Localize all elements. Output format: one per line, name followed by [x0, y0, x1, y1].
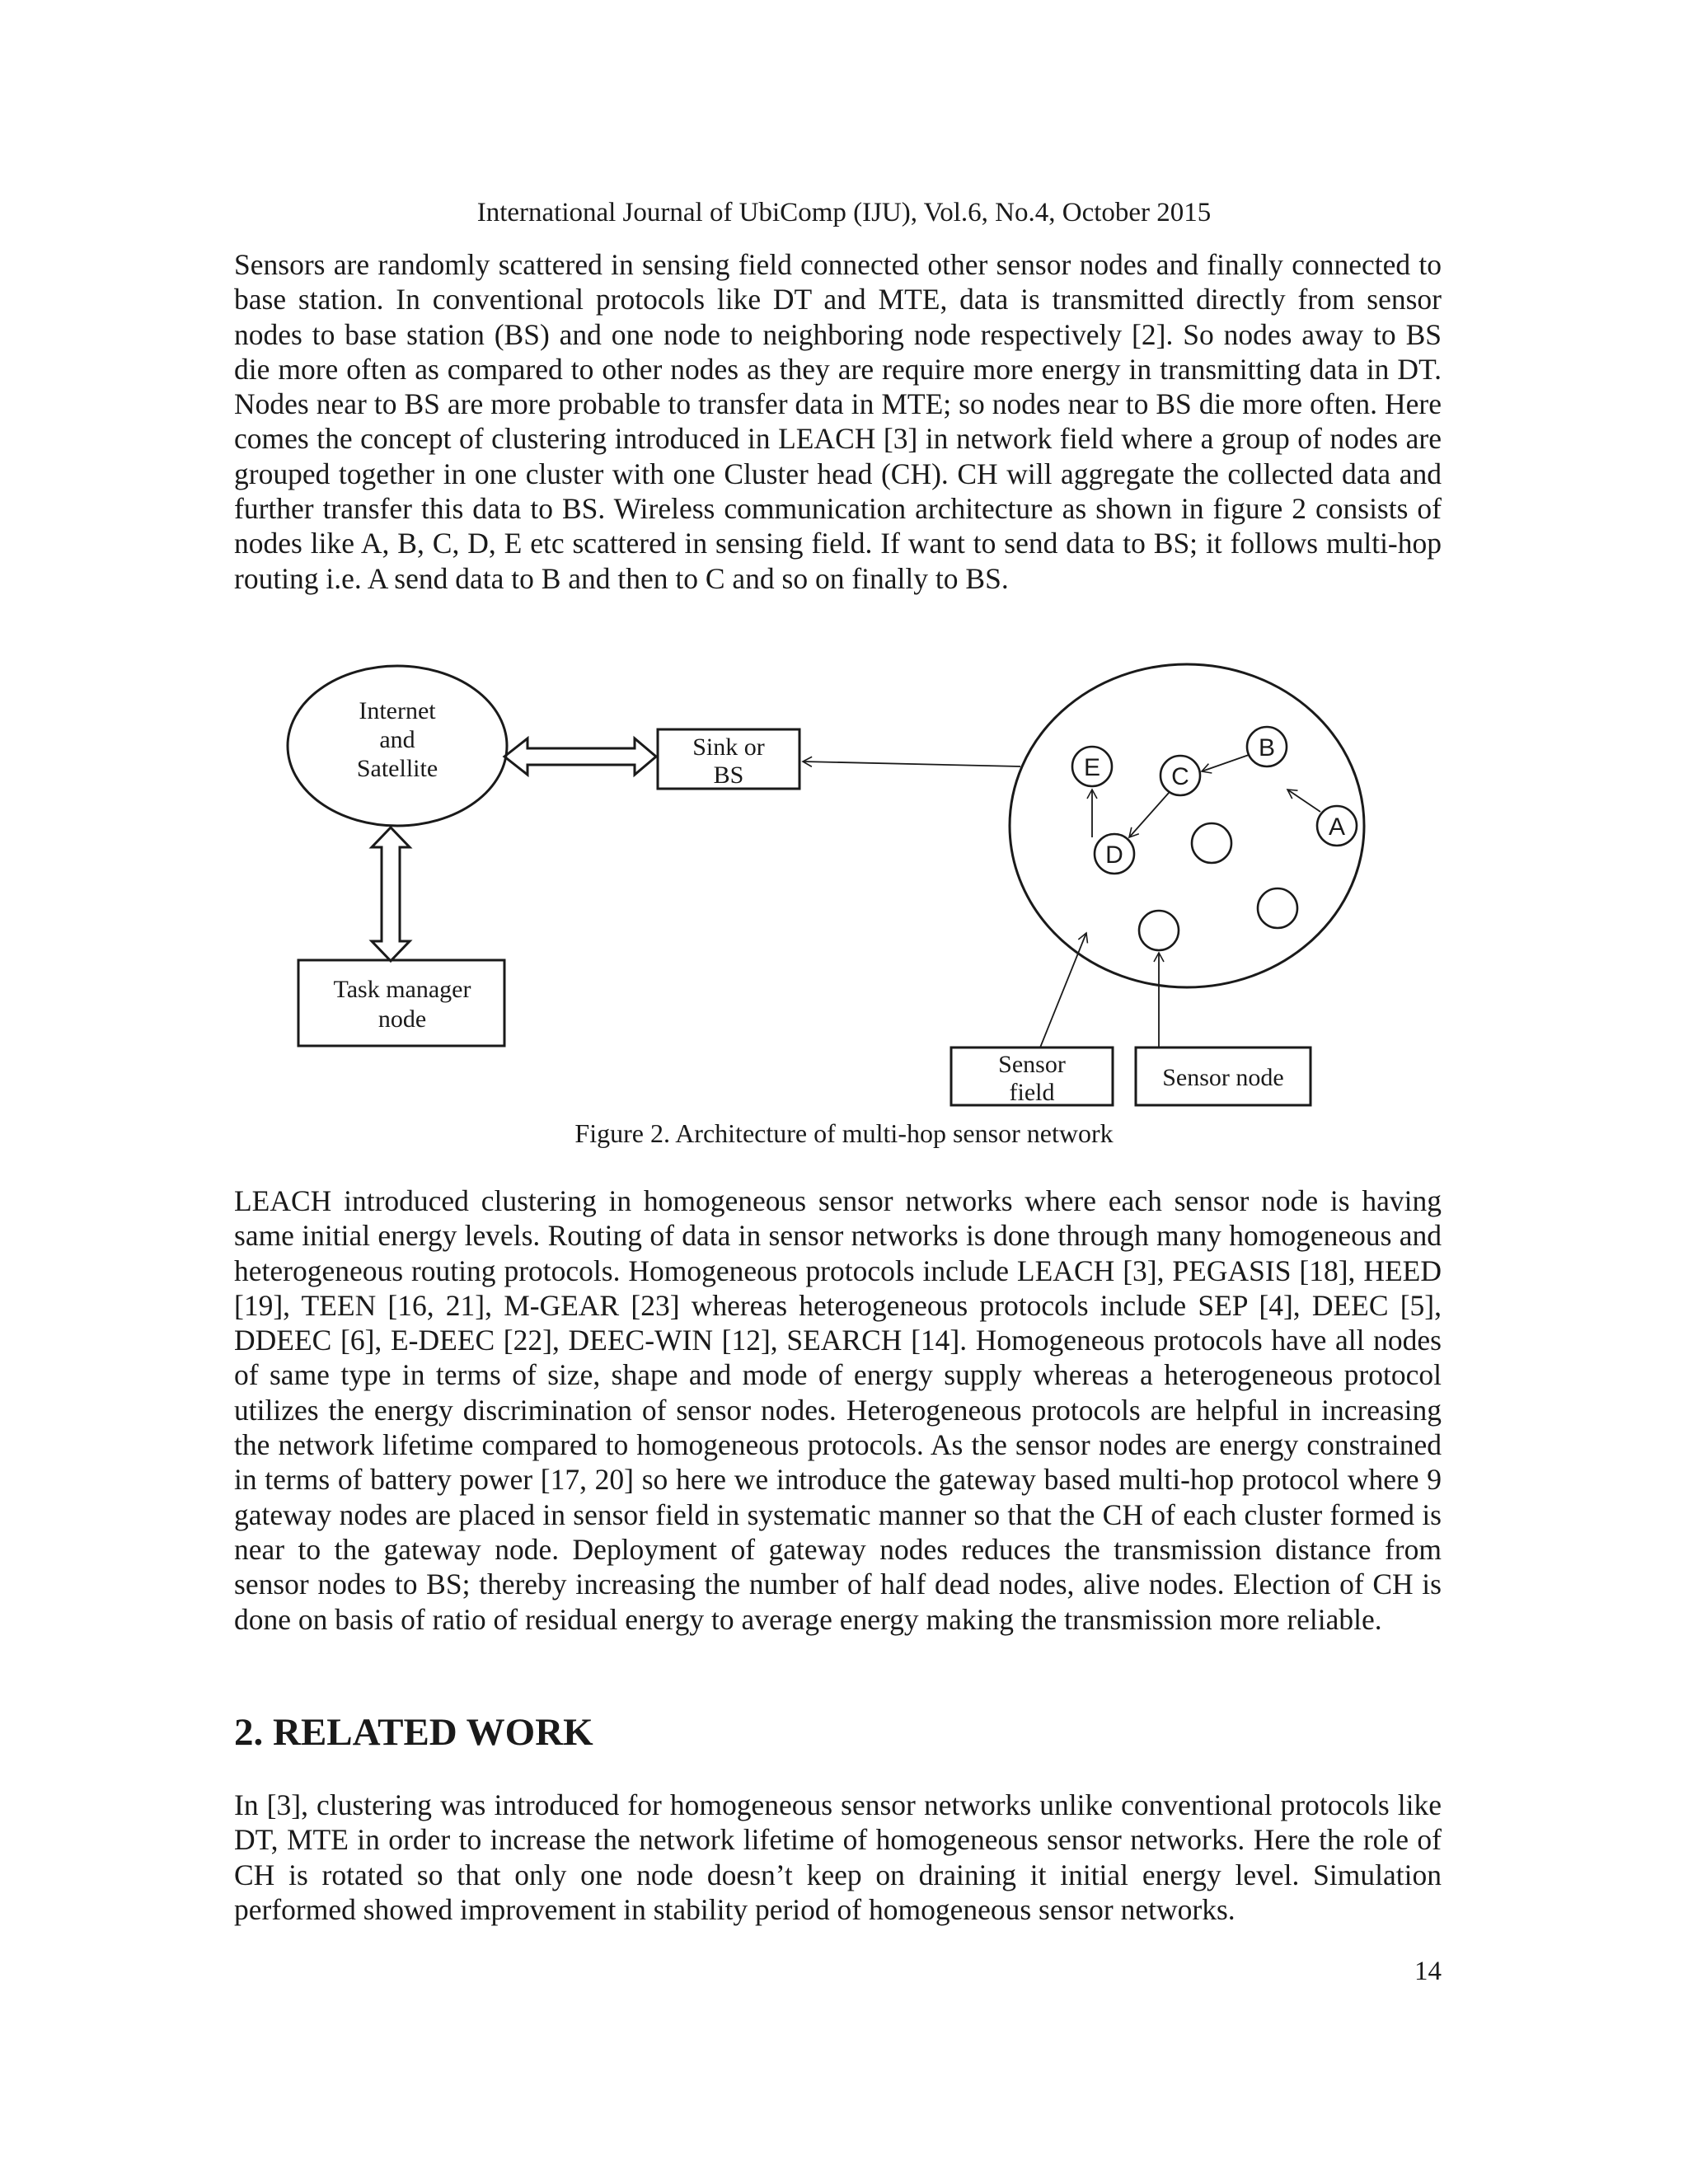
- field-to-sink-arrow: [803, 762, 1020, 766]
- node-b-label: B: [1258, 734, 1276, 762]
- sensor-node-label: Sensor node: [1162, 1064, 1284, 1091]
- paragraph-intro: Sensors are randomly scattered in sensing field connected other sensor nodes and finally connected to base station. In conventional protocols like DT and MTE, data is transmitted directly from sensor nodes to base station (BS) and one node to neighboring node respectively [2]. So nodes away to BS die more often as compared to other nodes as they are require more energy in transmitting data in DT. Nodes near to BS are more probable to transfer data in MTE; so nodes near to BS die more often. Here comes the concept of clustering introduced in LEACH [3] in network field where a group of nodes are grouped together in one cluster with one Cluster head (CH). CH will aggregate the collected data and further transfer this data to BS. Wireless communication architecture as shown in figure 2 consists of nodes like A, B, C, D, E etc scattered in sensing field. If want to send data to BS; it follows multi-hop routing i.e. A send data to B and then to C and so on finally to BS.: [234, 248, 1442, 595]
- node-d-label: D: [1105, 841, 1123, 869]
- sensor-field-label-box: [951, 1047, 1113, 1106]
- figure-architecture: [0, 651, 1688, 1162]
- running-head: International Journal of UbiComp (IJU), Vol.6, No.4, October 2015: [476, 198, 1212, 227]
- task-manager-label-line2: node: [377, 1005, 427, 1033]
- figure-caption: Figure 2. Architecture of multi-hop sensor network: [574, 1118, 1114, 1148]
- internet-satellite-node: [288, 666, 507, 826]
- task-manager-box: [298, 960, 504, 1046]
- internet-taskmanager-double-arrow: [372, 827, 410, 961]
- sensor-node: [1192, 823, 1231, 863]
- node-d: [1095, 834, 1134, 874]
- hop-arrow-c-to-d: [1129, 793, 1169, 837]
- sink-bs-box: [658, 729, 799, 789]
- sink-label-line2: BS: [713, 762, 744, 789]
- internet-label-line1: Internet: [359, 697, 436, 724]
- sensor-field-label-line2: field: [1009, 1079, 1055, 1106]
- internet-label-line3: Satellite: [356, 755, 438, 782]
- node-a: [1317, 806, 1357, 846]
- node-c: [1160, 756, 1200, 795]
- sensor-node: [1258, 888, 1297, 928]
- internet-sink-double-arrow: [504, 738, 656, 775]
- hop-arrow-b-to-c: [1202, 755, 1249, 771]
- sensor-field-ellipse: [1010, 664, 1364, 987]
- task-manager-label-line1: Task manager: [333, 976, 471, 1003]
- sensor-field-pointer-arrow: [1040, 933, 1086, 1047]
- section-heading: 2. RELATED WORK: [234, 1711, 593, 1754]
- page-number: 14: [1414, 1957, 1442, 1986]
- node-c-label: C: [1171, 763, 1189, 790]
- node-e-label: E: [1083, 754, 1101, 781]
- node-b: [1247, 727, 1287, 766]
- sink-label-line1: Sink or: [692, 733, 765, 761]
- sensor-field-label-line1: Sensor: [998, 1051, 1066, 1078]
- paragraph-leach: LEACH introduced clustering in homogeneous sensor networks where each sensor node is having same initial energy levels. Routing of data in sensor networks is done through many homogeneous and heterogeneous routing protocols. Homogeneous protocols include LEACH [3], PEGASIS [18], HEED [19], TEEN [16, 21], M-GEAR [23] whereas heterogeneous protocols include SEP [4], DEEC [5], DDEEC [6], E-DEEC [22], DEEC-WIN [12], SEARCH [14]. Homogeneous protocols have all nodes of same type in terms of size, shape and mode of energy supply whereas a heterogeneous protocol utilizes the energy discrimination of sensor nodes. Heterogeneous protocols are helpful in increasing the network lifetime compared to homogeneous protocols. As the sensor nodes are energy constrained in terms of battery power [17, 20] so here we introduce the gateway based multi-hop protocol where 9 gateway nodes are placed in sensor field in systematic manner so that the CH of each cluster formed is near to the gateway node. Deployment of gateway nodes reduces the transmission distance from sensor nodes to BS; thereby increasing the number of half dead nodes, alive nodes. Election of CH is done on basis of ratio of residual energy to average energy making the transmission more reliable.: [234, 1184, 1442, 1636]
- sensor-node: [1139, 911, 1179, 950]
- hop-arrow-a-to-b: [1287, 790, 1320, 812]
- node-e: [1072, 747, 1112, 786]
- node-a-label: A: [1328, 813, 1346, 841]
- sensor-node-label-box: [1136, 1047, 1311, 1105]
- paragraph-related-work: In [3], clustering was introduced for homogeneous sensor networks unlike conventional protocols like DT, MTE in order to increase the network lifetime of homogeneous sensor networks. Here the role of CH is rotated so that only one node doesn’t keep on draining it initial energy level. Simulation performed showed improvement in stability period of homogeneous sensor networks.: [234, 1788, 1442, 1926]
- internet-label-line2: and: [379, 726, 415, 753]
